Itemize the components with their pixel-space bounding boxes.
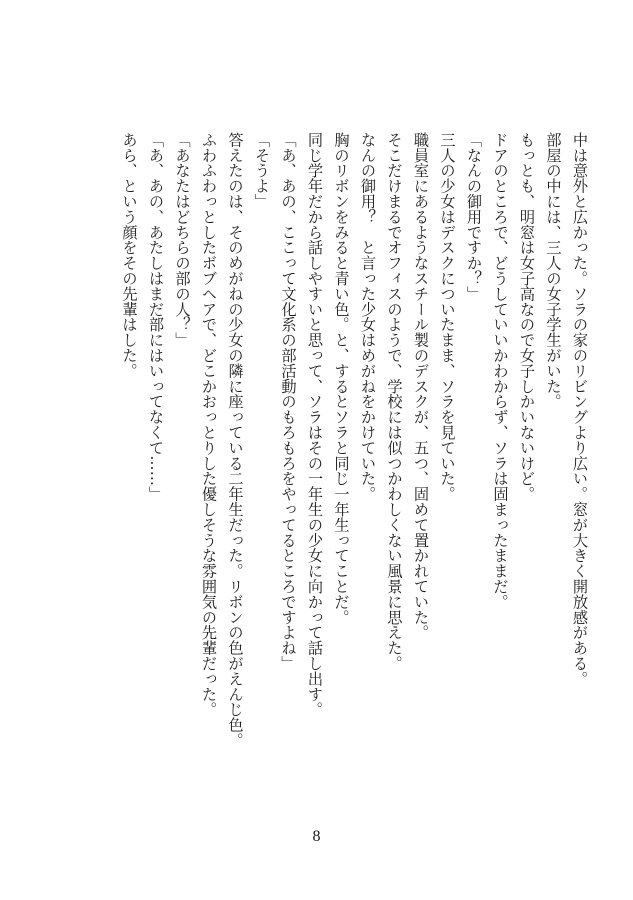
text-line: なんの御用？ と言った少女はめがねをかけていた。 — [359, 132, 377, 502]
text-line: 同じ学年だから話しやすいと思って、ソラはその一年生の少女に向かって話し出す。 — [306, 132, 324, 718]
text-line: もっとも、明窓は女子高なので女子しかいないけど。 — [518, 132, 536, 502]
text-line: 中は意外と広かった。ソラの家のリビングより広い。窓が大きく開放感がある。 — [571, 132, 589, 687]
text-line: 三人の少女はデスクについたまま、ソラを見ていた。 — [438, 132, 457, 502]
text-line: ドアのところで、どうしていいかわからず、ソラは固まったままだ。 — [491, 132, 510, 610]
text-line: 職員室にあるようなスチール製のデスクが、五つ、固めて置かれていた。 — [412, 132, 430, 641]
text-line: 部屋の中には、三人の女子学生がいた。 — [544, 132, 563, 410]
text-line: 「なんの御用ですか？」 — [465, 132, 483, 302]
text-line: ふわふわっとしたボブヘアで、どこかおっとりした優しそうな雰囲気の先輩だった。 — [200, 132, 218, 718]
text-line: 答えたのは、そのめがねの少女の隣に座っている二年生だった。リボンの色がえんじ色。 — [226, 132, 245, 748]
text-line: そこだけまるでオフィスのようで、学校には似つかわしくない風景に思えた。 — [385, 132, 404, 671]
text-line: 胸のリボンをみると青い色。と、するとソラと同じ一年生ってことだ。 — [332, 132, 351, 625]
page-number: 8 — [312, 828, 321, 845]
text-line: 「あ、あの、あたしはまだ部にはいってなくて……」 — [147, 132, 165, 502]
body-text — [116, 132, 593, 748]
text-line: 「そうよ」 — [253, 132, 271, 209]
text-line: 「あ、あの、ここって文化系の部活動のもろもろをやってるところですよね」 — [279, 132, 298, 671]
text-line: あら、という顔をその先輩はした。 — [120, 132, 139, 379]
text-line: 「あなたはどちらの部の人？」 — [173, 132, 192, 348]
